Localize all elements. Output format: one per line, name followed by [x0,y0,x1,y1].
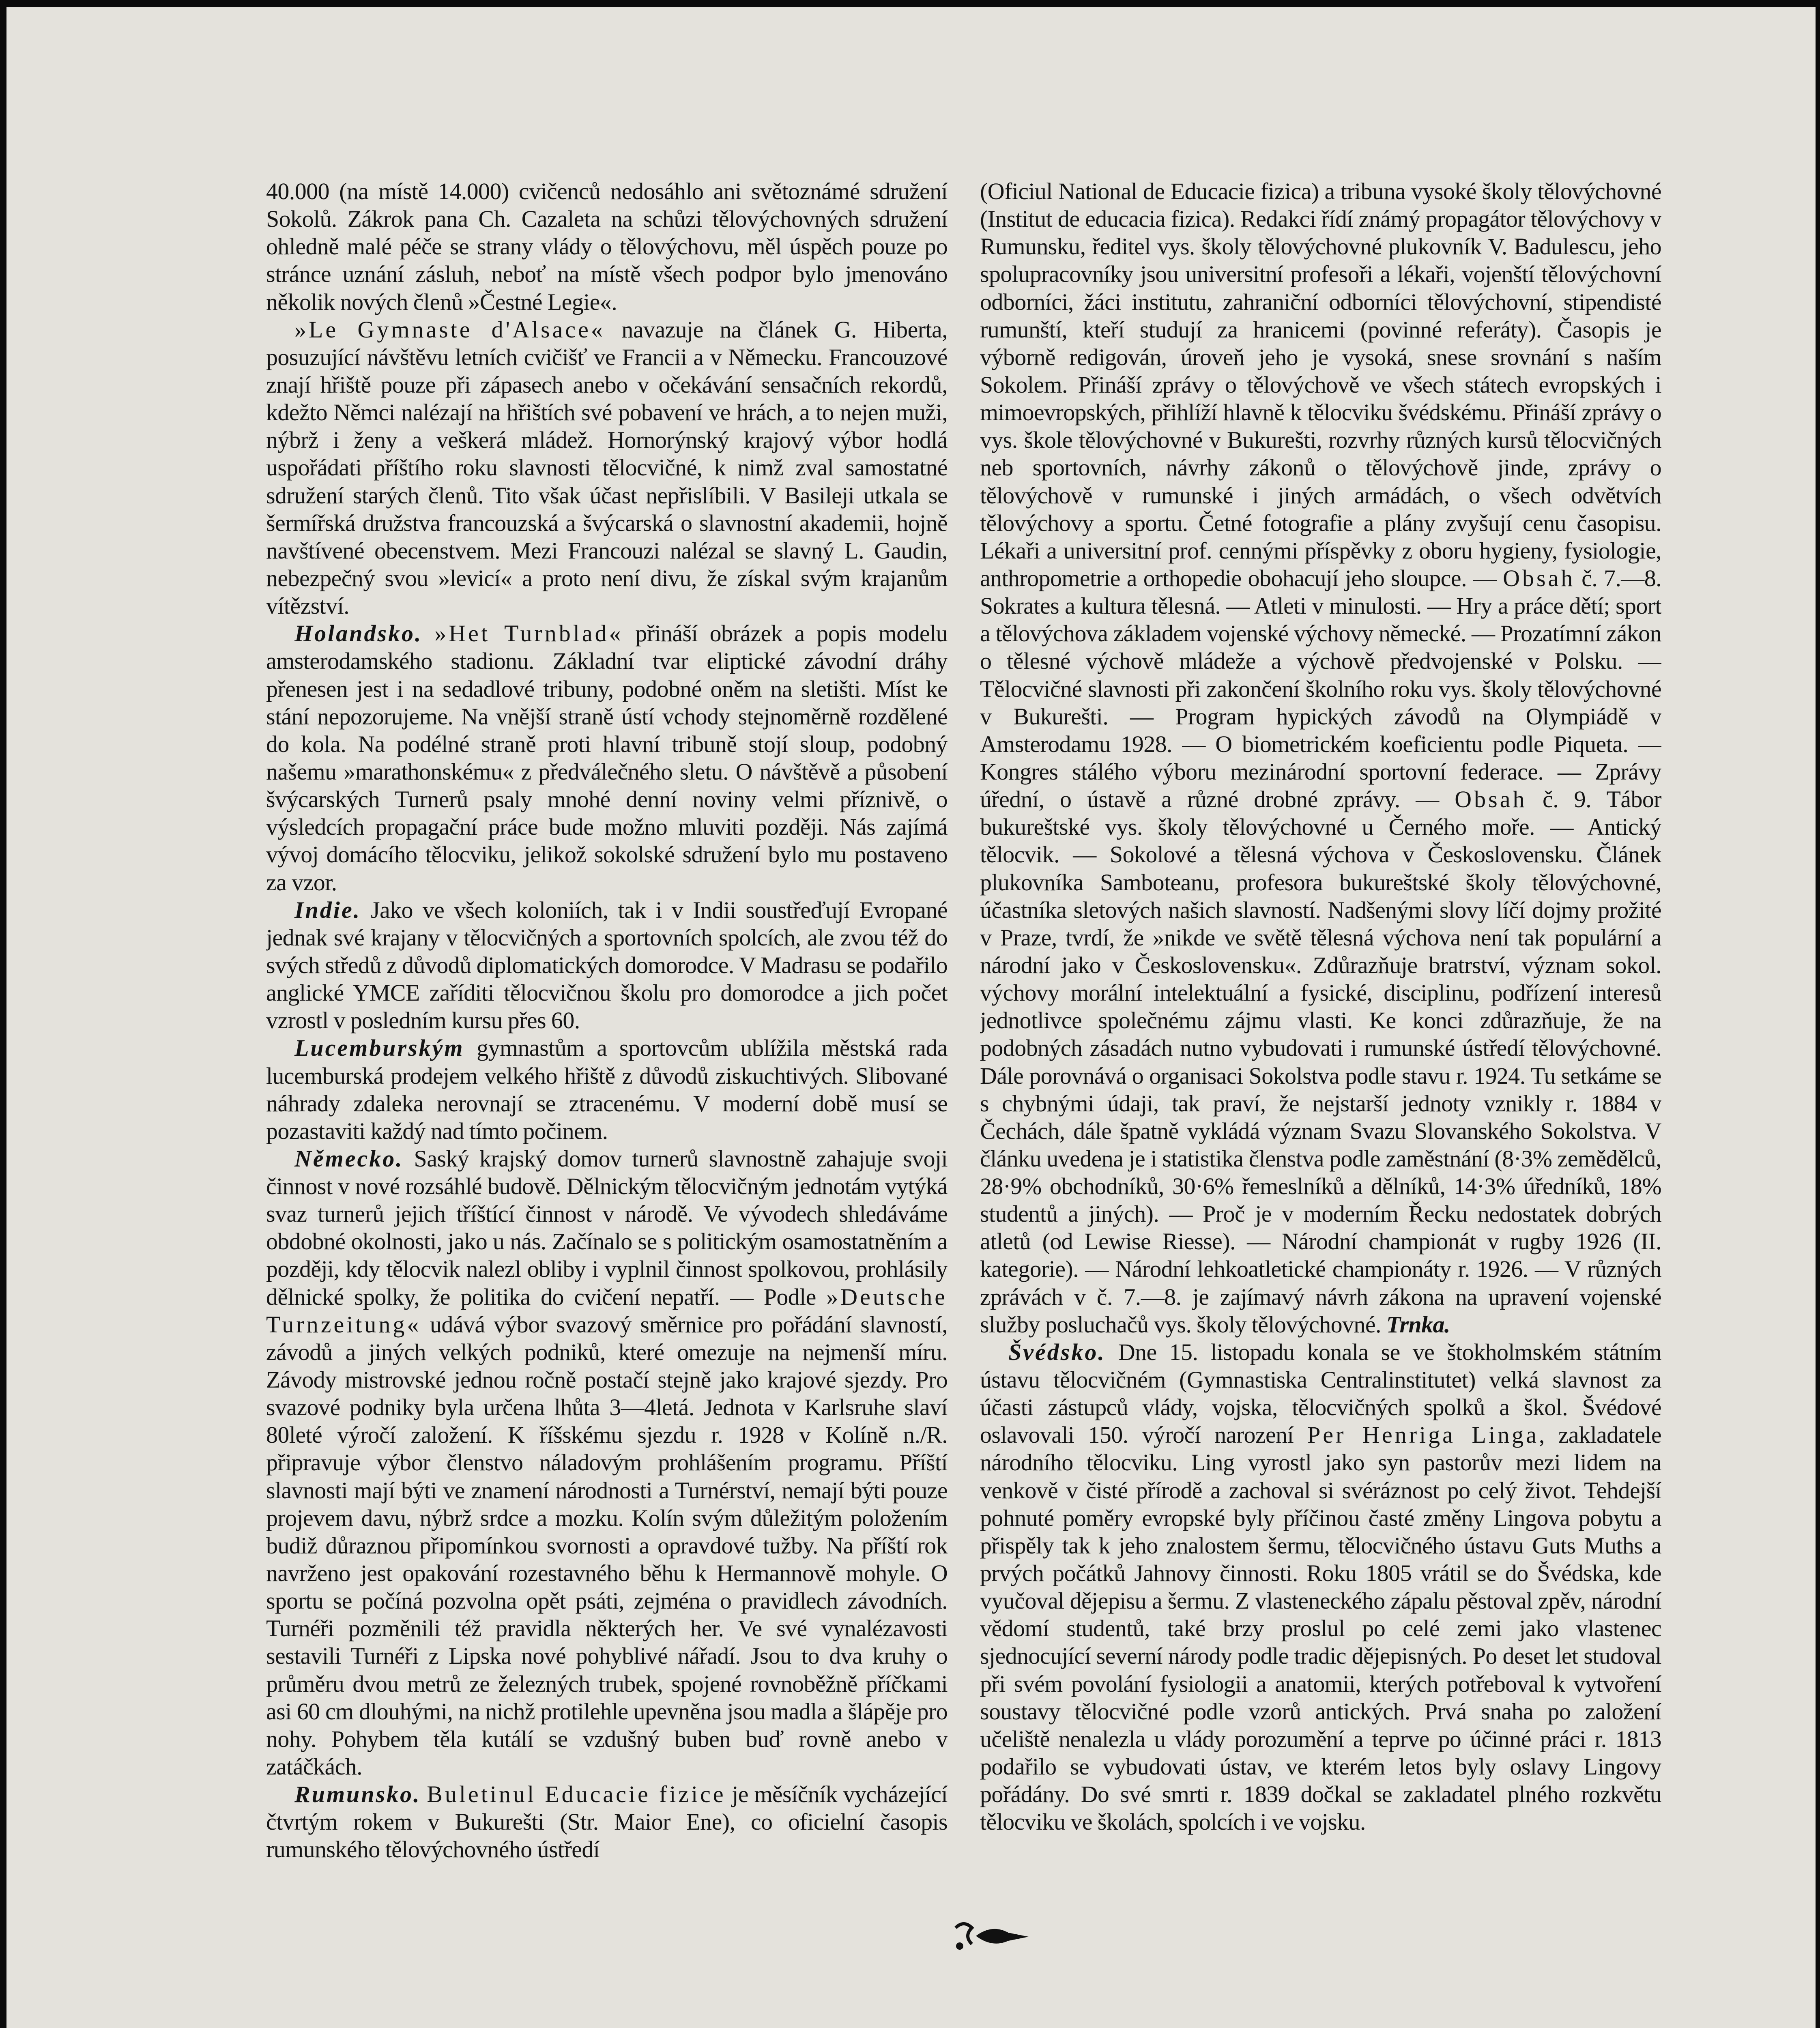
periodical-title: Buletinul Educacie fizice [427,1781,726,1808]
author-signature: Trnka. [1386,1311,1450,1338]
periodical-title: »Deutsche Turnzeitung« [266,1283,948,1338]
section-heading: Švédsko. [1008,1338,1106,1365]
section-heading: Rumunsko. [294,1781,421,1808]
paragraph-alsace [266,316,948,620]
paragraph-text: navazuje na článek G. Hiberta, posuzující návštěvu letních cvičišť ve Francii a v Německu. Francouzové znají hřiště pouze při zápasech anebo v očekávání sensačních rekordů, kdežto Němci nalézají na hřištích své pobavení ve hrách, a to nejen muži, nýbrž i ženy a veškerá mládež. Hornorýnský krajový výbor hodlá uspořádati příštího roku slavnosti tělocvičné, k nimž zval samostatné sdružení starých členů. Tito však účast nepřislíbili. V Basileji utkala se šermířská družstva francouzská a švýcarská o slavnostní akademii, hojně navštívené obecenstvem. Mezi Francouzi nalézal se slavný L. Gaudin, nebezpečný svou »levicí« a proto není divu, že získal svým krajanům vítězství. [266,316,948,619]
paragraph-text: 40.000 (na místě 14.000) cvičenců nedosáhlo ani světoznámé sdružení Sokolů. Zákrok pana Ch. Cazaleta na schůzi tělovýchovných sdružení ohledně malé péče se strany vlády o tělovýchovu, měl úspěch pouze po stránce uznání zásluh, neboť na místě všech podpor bylo jmenováno několik nových členů »Čestné Legie«. [266,178,948,315]
contents-label: Obsah [1503,565,1575,591]
paragraph-indie [266,896,948,1035]
paragraph-text: udává výbor svazový směrnice pro pořádání slavností, závodů a jiných velkých podniků, které omezuje na nejmenší míru. Závody mistrovské jednou ročně postačí stejně jako krajové sjezdy. Pro svazové podniky byla určena lhůta 3—4letá. Jednota v Karlsruhe slaví 80leté výročí založení. K říšskému sjezdu r. 1928 v Kolíně n./R. připravuje výbor členstvo náladovým prohlášením programu. Příští slavnosti mají býti ve znamení národnosti a Turnérství, nemají býti pouze projevem davu, nýbrž srdce a mozku. Kolín svým důležitým položením budiž důraznou připomínkou svornosti a opravdové tužby. Na příští rok navrženo jest opakování rozestavného běhu k Hermannově mohyle. O sportu se počíná pozvolna opět psáti, zejména o pravidlech závodních. Turnéři pozměnili též pravidla některých her. Ve své vynalézavosti sestavili Turnéři z Lipska nové pohyblivé nářadí. Jsou to dva kruhy o průměru dvou metrů ze železných trubek, spojené rovnoběžně příčkami asi 60 cm dlouhými, na nichž protilehle upevněna jsou madla a šlápěje pro nohy. Pohybem těla kutálí se vzdušný buben buď rovně anebo v zatáčkách. [266,1311,948,1780]
page-sheet [6,7,1816,2028]
section-heading: Indie. [294,896,361,923]
ornament-icon [948,1916,1037,1956]
paragraph-text: přináší obrázek a popis modelu amsterodamského stadionu. Základní tvar eliptické závodní dráhy přenesen jest i na sedadlové tribuny, podobné oněm na sletišti. Míst ke stání nepozorujeme. Na vnější straně ústí vchody stejnoměrně rozdělené do kola. Na podélné straně proti hlavní tribuně stojí sloup, podobný našemu »marathonskému« z předválečného sletu. O návštěvě a působení švýcarských Turnerů psaly mnohé denní noviny velmi příznivě, o výsledcích propagační práce bude možno mluviti později. Nás zajímá vývoj domácího tělocviku, jelikož sokolské sdružení bylo mu postaveno za vzor. [266,620,948,896]
left-column [266,178,948,1918]
paragraph-text: , zakladatele národního tělocviku. Ling vyrostl jako syn pastorův mezi lidem na venkově v čisté přírodě a zachoval si svéráznost po celý život. Tehdejší pohnuté poměry evropské byly příčinou časté změny Lingova pobytu a přispěly tak k jeho znalostem šermu, tělocvičného ústavu Guts Muths a prvých počátků Jahnovy činnosti. Roku 1805 vrátil se do Švédska, kde vyučoval dějepisu a šermu. Z vlasteneckého zápalu pěstoval zpěv, národní vědomí studentů, také brzy proslul po celé zemi jako vlastenec sjednocující severní národy podle tradic dějepisných. Po deset let studoval při svém povolání fysiologii a anatomii, kterých potřeboval k vytvoření soustavy tělocvičné podle vzorů antických. Prvá snaha po založení učeliště nenalezla u vlády porozumění a teprve po účinné práci r. 1813 podařilo se vybudovati ústav, ve kterém letos byly oslavy Lingovy pořádány. Do své smrti r. 1839 dočkal se zakladatel plného rozkvětu tělocviku ve školách, spolcích i ve vojsku. [980,1422,1661,1835]
paragraph-text: Dne 15. listopadu konala se ve štokholmském státním ústavu tělocvičném (Gymnastiska Centralinstitutet) velká slavnost za účasti zástupců vlády, vojska, tělocvičných spolků a škol. Švédové oslavovali 150. výročí narození [980,1338,1661,1448]
article-continuation [266,178,948,316]
paragraph-text: (Oficiul National de Educacie fizica) a tribuna vysoké školy tělovýchovné (Institut de educacia fizica). Redakci řídí známý propagátor tělovýchovy v Rumunsku, ředitel vys. školy tělovýchovné plukovník V. Badulescu, jeho spolupracovníky jsou universitní profesoři a lékaři, vojenští tělovýchovní odborníci, žáci institutu, zahraniční odborníci tělovýchovní, stipendisté rumunští, kteří studují za hranicemi (povinné referáty). Časopis je výborně redigován, úroveň jeho je vysoká, snese srovnání s naším Sokolem. Přináší zprávy o tělovýchově ve všech státech evropských i mimoevropských, přihlíží hlavně k tělocviku švédskému. Přináší zprávy o vys. škole tělovýchovné v Bukurešti, rozvrhy různých kursů tělocvičných neb sportovních, návrhy zákonů o tělovýchově jinde, zprávy o tělovýchově v rumunské i jiných armádách, o všech odvětvích tělovýchovy a sportu. Četné fotografie a plány zvyšují cenu časopisu. Lékaři a universitní prof. cennými příspěvky z oboru hygieny, fysiologie, anthropometrie a orthopedie obohacují jeho sloupce. — [980,178,1661,591]
person-name: Per Henriga Linga [1307,1422,1539,1448]
paragraph-holandsko [266,620,948,896]
paragraph-text: Jako ve všech koloniích, tak i v Indii soustřeďují Evropané jednak své krajany v tělocvičných a sportovních spolcích, ale zvou též do svých středů z důvodů diplomatických domorodce. V Madrasu se podařilo anglické YMCE zaříditi tělocvičnou školu pro domorodce a jich počet vzrostl v posledním kursu přes 60. [266,896,948,1034]
contents-label: Obsah [1455,786,1527,813]
right-column [980,178,1661,1918]
paragraph-text: č. 9. Tábor bukureštské vys. školy tělovýchovné u Černého moře. — Antický tělocvik. — Sokolové a tělesná výchova v Československu. Článek plukovníka Samboteanu, profesora bukureštské školy tělovýchovné, účastníka sletových našich slavností. Nadšenými slovy líčí dojmy prožité v Praze, tvrdí, že »nikde ve světě tělesná výchova není tak populární a národní jako v Československu«. Zdůrazňuje bratrství, význam sokol. výchovy morální intelektuální a fysické, disciplinu, podřízení interesů jednotlivce společnému zájmu vlasti. Ke konci zdůrazňuje, že na podobných zásadách nutno vybudovati i rumunské ústředí tělovýchovné. Dále porovnává o organisaci Sokolstva podle stavu r. 1924. Tu setkáme se s chybnými údaji, tak praví, že nejstarší jednoty vznikly r. 1884 v Čechách, dále špatně vykládá význam Svazu Slovanského Sokolstva. V článku uvedena je i statistika členstva podle zaměstnání (8·3% zemědělců, 28·9% obchodníků, 30·6% řemeslníků a dělníků, 14·3% úředníků, 18% studentů a jiných). — Proč je v moderním Řecku nedostatek dobrých atletů (od Lewise Riesse). — Národní championát v rugby 1926 (II. kategorie). — Národní lehkoatletické championáty r. 1926. — V různých zprávách v č. 7.—8. je zajímavý návrh zákona na upravení vojenské služby posluchačů vys. školy tělovýchovné. [980,786,1661,1338]
text-columns [266,178,1661,1918]
paragraph-text: je měsíčník vycházející čtvrtým rokem v Bukurešti (Str. Maior Ene), co oficielní časopis rumunského tělovýchovného ústředí [266,1781,948,1863]
paragraph-lucembursko [266,1034,948,1145]
paragraph-text: č. 7.—8. Sokrates a kultura tělesná. — Atleti v minulosti. — Hry a práce dětí; sport a tělovýchova základem vojenské výchovy německé. — Prozatímní zákon o tělesné výchově mládeže a výchově předvojenské v Polsku. — Tělocvičné slavnosti při zakončení školního roku vys. školy tělovýchovné v Bukurešti. — Program hypických závodů na Olympiádě v Amsterodamu 1928. — O biometrickém koeficientu podle Piqueta. — Kongres stálého výboru mezinárodní sportovní federace. — Zprávy úřední, o ústavě a různé drobné zprávy. — [980,565,1661,813]
paragraph-svedsko [980,1338,1661,1836]
paragraph-rumunsko-continued [980,178,1661,1338]
section-heading: Holandsko. [294,620,423,647]
paragraph-text: Saský krajský domov turnerů slavnostně zahajuje svoji činnost v nové rozsáhlé budově. Dělnickým tělocvičným jednotám vytýká svaz turnerů jejich tříštící činnost v národě. Ve vývodech shledáváme obdobné okolnosti, jako u nás. Začínalo se s politickým osamostatněním a později, kdy tělocvik nalezl obliby i vyplnil činnost spolkovou, prohlásily dělnické spolky, že politika do cvičení nepatří. — Podle [266,1145,948,1310]
paragraph-nemecko [266,1145,948,1781]
section-heading: Lucemburským [294,1035,464,1061]
paragraph-rumunsko [266,1781,948,1863]
section-heading: Německo. [294,1145,404,1172]
periodical-title: »Le Gymnaste d'Alsace« [294,316,605,343]
paragraph-text: gymnastům a sportovcům ublížila městská rada lucemburská prodejem velkého hřiště z důvodů ziskuchtivých. Slibované náhrady zdaleka nerovnají se ztracenému. V moderní době musí se pozastaviti každý nad tímto počinem. [266,1035,948,1144]
periodical-title: »Het Turnblad« [434,620,623,647]
